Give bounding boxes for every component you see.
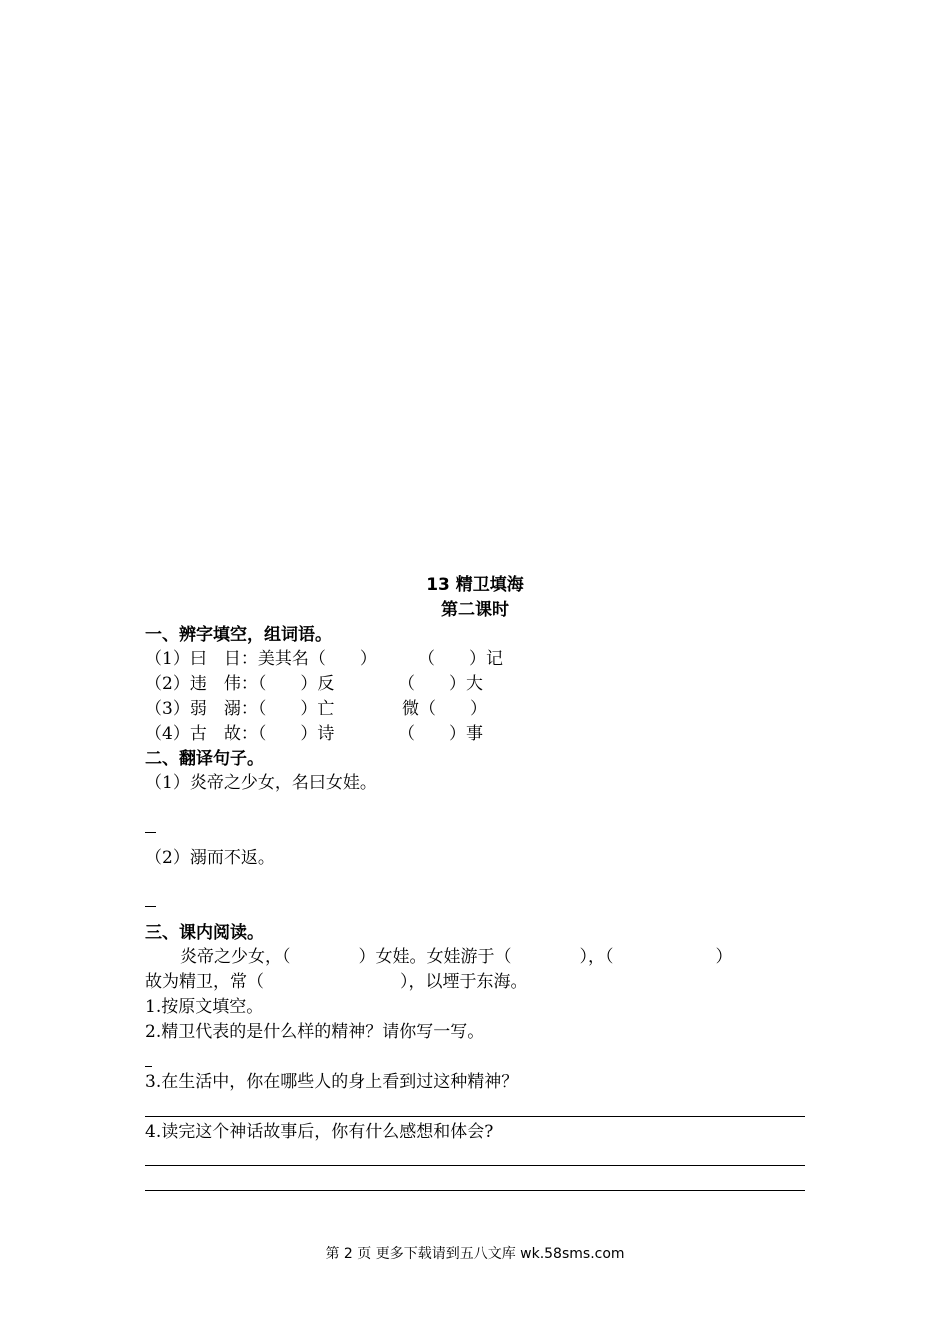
question-2: 2.精卫代表的是什么样的精神？请你写一写。	[145, 1022, 485, 1042]
section2-heading: 二、翻译句子。	[145, 749, 264, 769]
section2-q2: （2）溺而不返。	[145, 848, 275, 868]
question-3: 3.在生活中，你在哪些人的身上看到过这种精神？	[145, 1072, 519, 1092]
section2-q1: （1）炎帝之少女，名曰女娃。	[145, 773, 377, 793]
section1-row1-a: （1）曰 日：美其名（ ）	[145, 649, 377, 669]
question-4: 4.读完这个神话故事后，你有什么感想和体会?	[145, 1122, 494, 1142]
section1-row2-a: （2）违 伟：（ ）反	[145, 674, 335, 694]
answer-mark	[145, 1066, 152, 1067]
section1-row1-b: （ ）记	[418, 649, 503, 669]
section1-row2-b: （ ）大	[398, 674, 483, 694]
page-footer: 第 2 页 更多下载请到五八文库 wk.58sms.com	[325, 1246, 625, 1262]
section1-row3-a: （3）弱 溺：（ ）亡	[145, 699, 335, 719]
passage-line-1: 炎帝之少女，（ ）女娃。女娃游于（ ），（ ）	[180, 947, 733, 967]
section1-row3-b: 微（ ）	[402, 699, 487, 719]
passage-line-2: 故为精卫，常（ ），以堙于东海。	[145, 972, 528, 992]
lesson-title: 13 精卫填海	[426, 575, 524, 595]
lesson-period: 第二课时	[441, 600, 509, 620]
section1-row4-b: （ ）事	[398, 724, 483, 744]
answer-line	[145, 1190, 805, 1191]
answer-mark	[145, 832, 156, 833]
section1-heading: 一、辨字填空，组词语。	[145, 625, 332, 645]
answer-line	[145, 1116, 805, 1117]
section1-row4-a: （4）古 故：（ ）诗	[145, 724, 335, 744]
question-1: 1.按原文填空。	[145, 997, 264, 1017]
section3-heading: 三、课内阅读。	[145, 923, 264, 943]
answer-mark	[145, 906, 156, 907]
answer-line	[145, 1165, 805, 1166]
